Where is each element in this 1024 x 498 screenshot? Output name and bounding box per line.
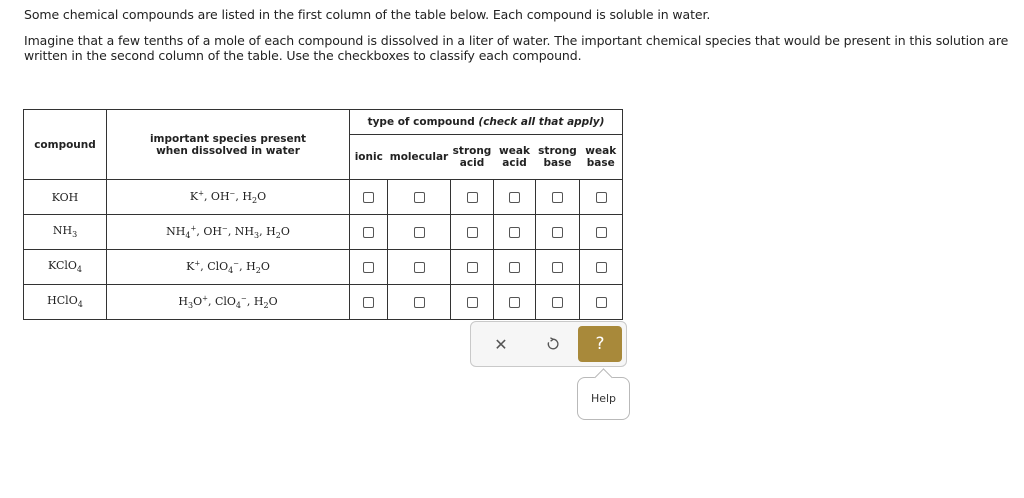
table-row [24,180,623,215]
checkbox-cell [536,215,580,250]
header-type-label: weak [585,145,617,157]
checkbox-cell [388,285,451,320]
undo-button[interactable] [527,326,579,362]
checkbox-weak-acid[interactable] [509,192,520,203]
intro-line-2: Imagine that a few tenths of a mole of each compound is dissolved in a liter of water. The important chemical species that would be present in this solution are written in the second column of the table. Use the checkboxes to classify each compound. [24,33,1009,63]
species-cell: K+, OH−, $H_2O$ [107,180,350,215]
header-species [107,110,350,180]
checkbox-strong-acid[interactable] [467,297,478,308]
header-type-label-2: acid [502,157,527,169]
help-tooltip-label: Help [590,392,617,405]
checkbox-weak-base[interactable] [596,297,607,308]
undo-icon [546,337,560,351]
table-row [24,215,623,250]
checkbox-weak-acid[interactable] [509,297,520,308]
checkbox-cell [494,250,536,285]
checkbox-cell [536,250,580,285]
checkbox-ionic[interactable] [363,297,374,308]
header-type-label: strong [538,145,577,157]
checkbox-strong-base[interactable] [552,227,563,238]
compound-cell: KClO$_4$ [24,250,107,285]
compound-cell: KOH [24,180,107,215]
header-type-suffix: (check all that apply) [478,116,605,128]
checkbox-cell [451,285,494,320]
intro-line-1: Some chemical compounds are listed in the first column of the table below. Each compound is soluble in water. [24,7,711,22]
checkbox-molecular[interactable] [414,227,425,238]
checkbox-cell [580,180,623,215]
checkbox-cell [350,250,388,285]
checkbox-cell [451,250,494,285]
x-icon: ✕ [494,334,508,354]
species-cell: K+, ClO$_4$−, $H_2O$ [107,250,350,285]
classification-table [23,109,623,320]
species-cell: $NH_4^+$, OH−, $NH_3$, $H_2O$ [107,215,350,250]
header-type-5 [580,135,623,180]
header-type-3 [494,135,536,180]
checkbox-cell [536,285,580,320]
checkbox-weak-acid[interactable] [509,262,520,273]
checkbox-cell [451,215,494,250]
header-type-label-2: base [543,157,572,169]
header-species-line1: important species present [149,132,307,145]
header-type-of-compound [350,110,623,135]
header-type-2 [451,135,494,180]
checkbox-weak-base[interactable] [596,227,607,238]
checkbox-ionic[interactable] [363,192,374,203]
checkbox-cell [580,250,623,285]
checkbox-ionic[interactable] [363,227,374,238]
header-species-line2: when dissolved in water [156,144,300,157]
checkbox-molecular[interactable] [414,262,425,273]
compound-cell: HClO$_4$ [24,285,107,320]
help-tooltip [577,377,630,420]
checkbox-cell [580,215,623,250]
header-type-label: ionic [354,151,383,163]
clear-button[interactable] [475,326,527,362]
checkbox-cell [388,180,451,215]
table-row [24,285,623,320]
checkbox-molecular[interactable] [414,192,425,203]
checkbox-weak-acid[interactable] [509,227,520,238]
header-type-0 [350,135,388,180]
checkbox-weak-base[interactable] [596,262,607,273]
header-type-label: molecular [389,151,449,163]
checkbox-cell [536,180,580,215]
header-type-1 [388,135,451,180]
checkbox-cell [494,180,536,215]
checkbox-strong-acid[interactable] [467,262,478,273]
checkbox-strong-acid[interactable] [467,227,478,238]
checkbox-cell [350,285,388,320]
header-type-label: strong [452,145,492,157]
header-type-label-2: base [586,157,615,169]
header-compound: compound [24,110,107,180]
header-type-label: weak [499,145,530,157]
checkbox-cell [451,180,494,215]
species-cell: $H_3O^+$, ClO$_4$−, $H_2O$ [107,285,350,320]
checkbox-strong-base[interactable] [552,297,563,308]
checkbox-ionic[interactable] [363,262,374,273]
checkbox-weak-base[interactable] [596,192,607,203]
compound-cell: $NH_3$ [24,215,107,250]
checkbox-strong-acid[interactable] [467,192,478,203]
checkbox-cell [580,285,623,320]
header-type-label-2: acid [459,157,485,169]
checkbox-cell [388,215,451,250]
checkbox-strong-base[interactable] [552,262,563,273]
help-button[interactable] [578,326,622,362]
header-type-prefix: type of compound [367,116,479,128]
checkbox-cell [350,180,388,215]
checkbox-strong-base[interactable] [552,192,563,203]
checkbox-cell [350,215,388,250]
question-icon: ? [595,334,605,354]
header-type-4 [536,135,580,180]
table-row [24,250,623,285]
checkbox-cell [388,250,451,285]
checkbox-molecular[interactable] [414,297,425,308]
checkbox-cell [494,215,536,250]
checkbox-cell [494,285,536,320]
action-bar [470,321,627,367]
